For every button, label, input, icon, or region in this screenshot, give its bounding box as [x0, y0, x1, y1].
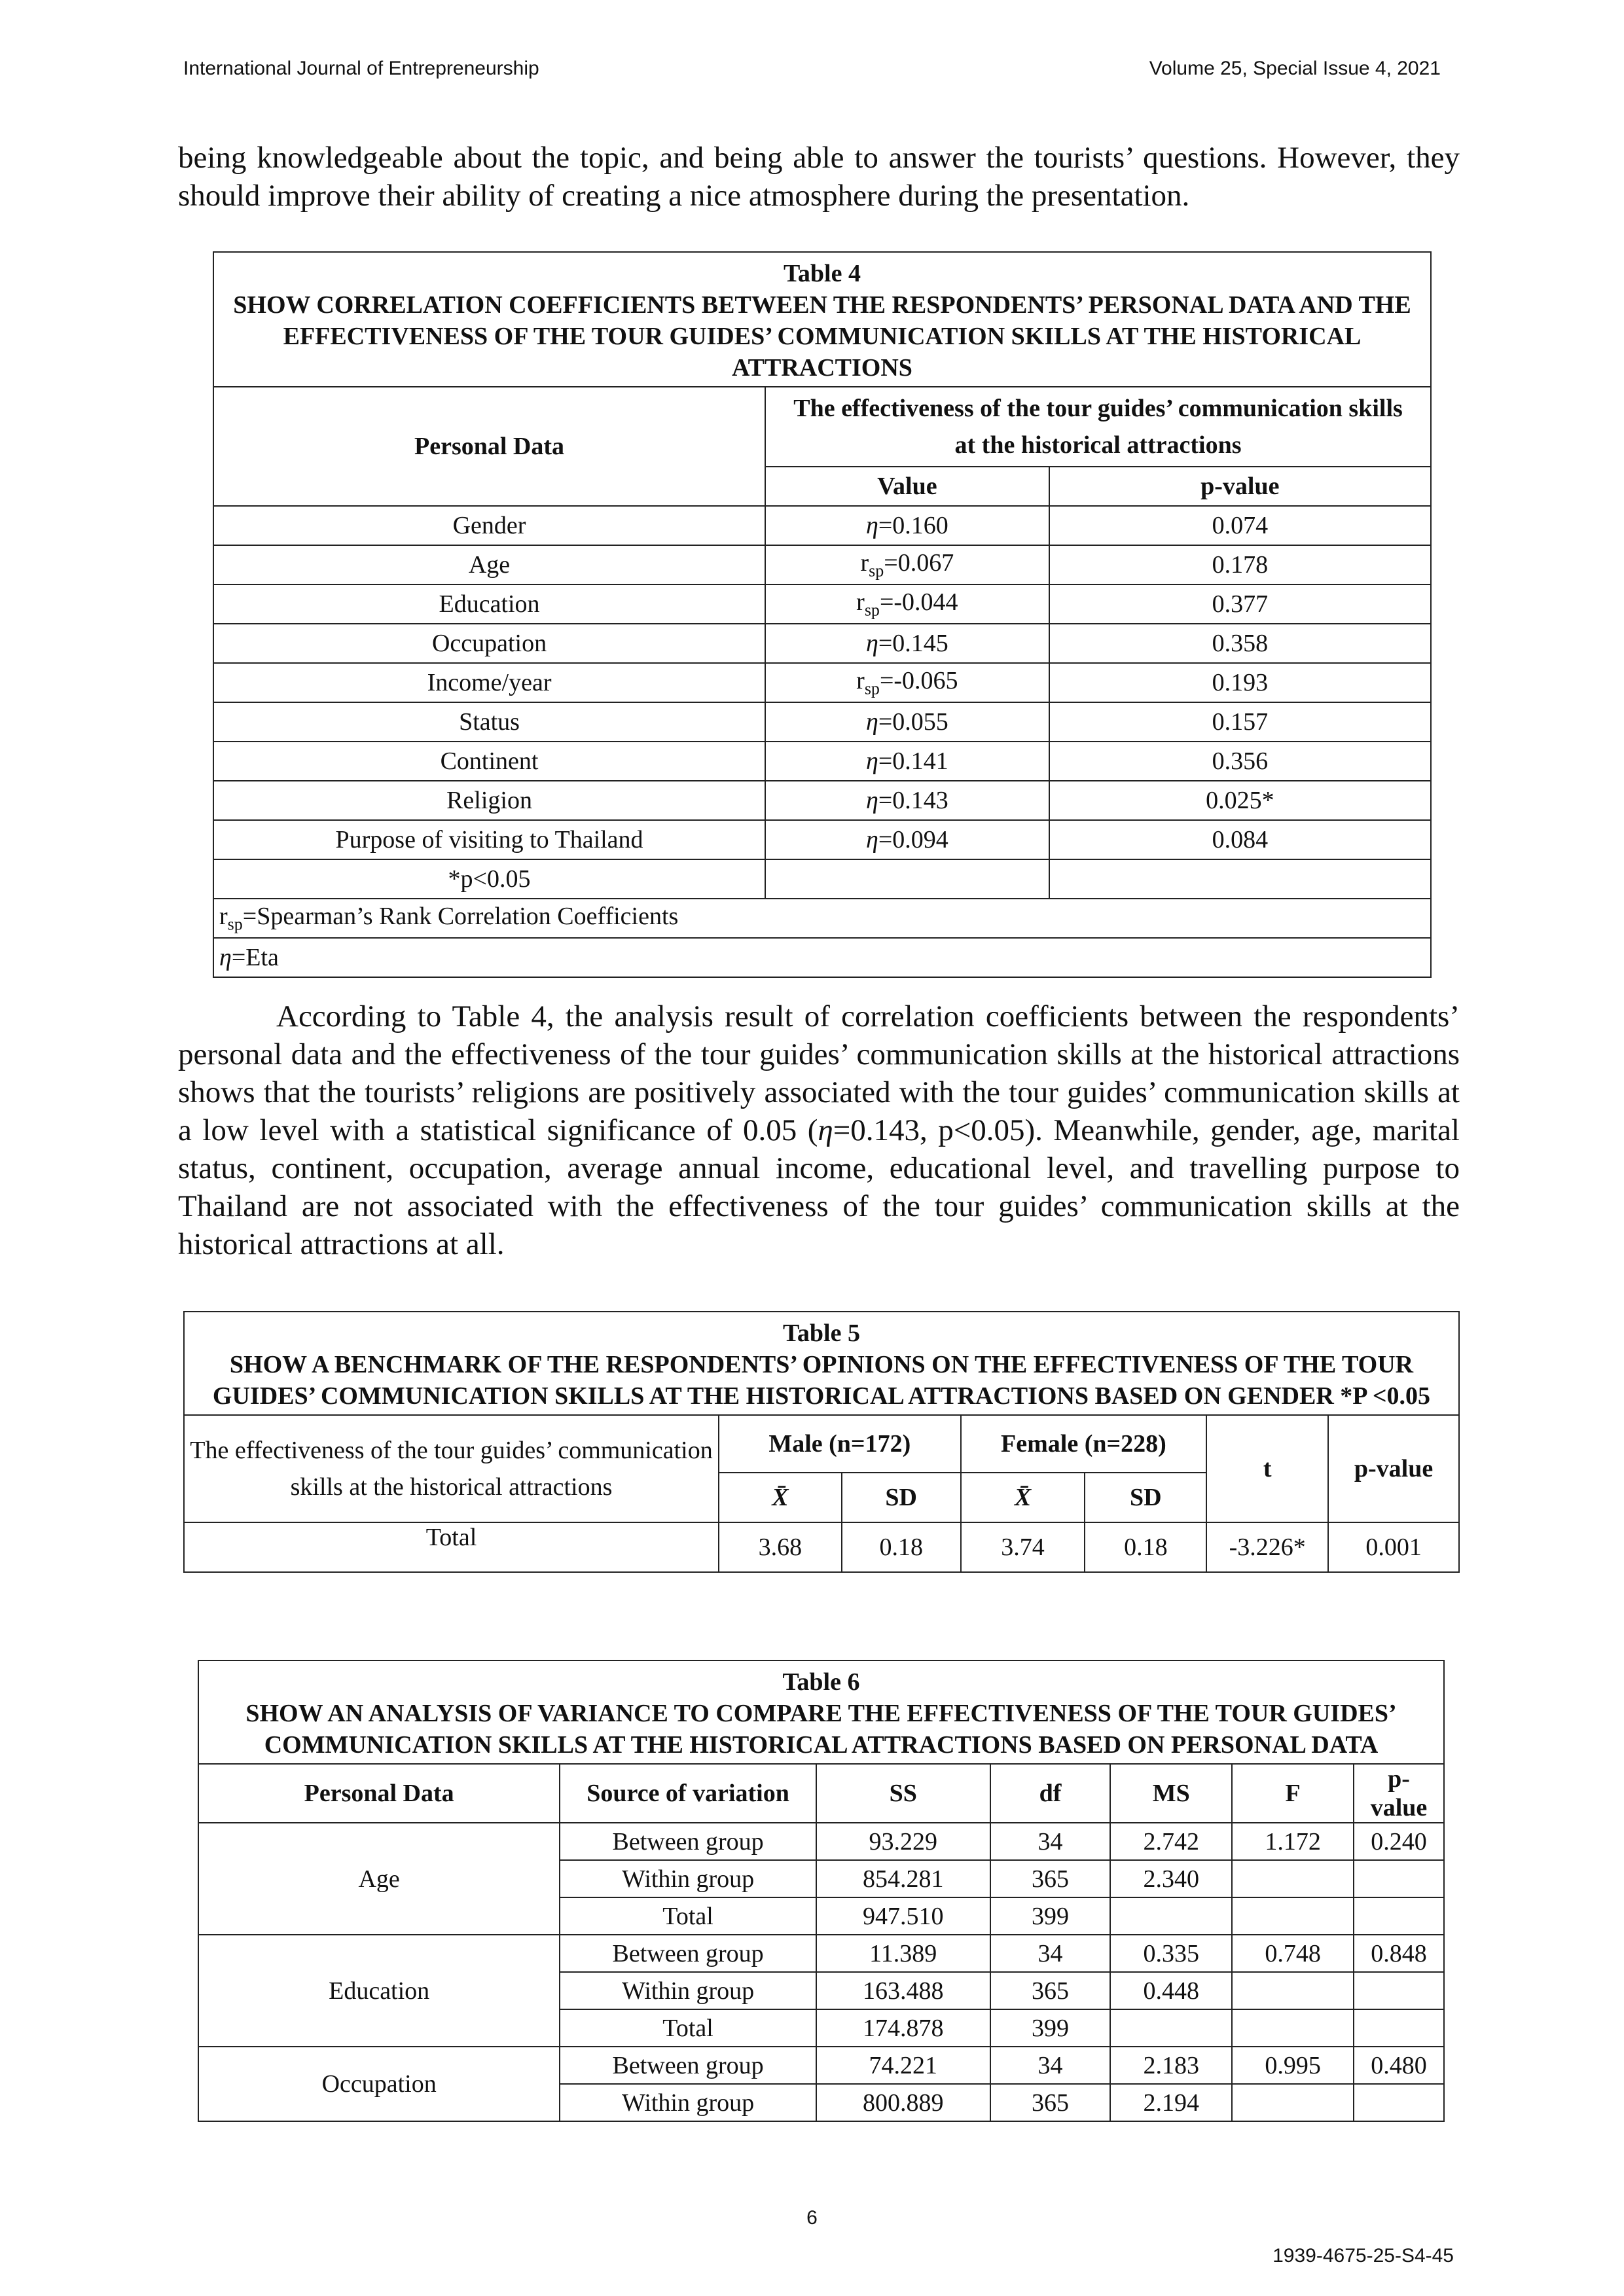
row-label: Religion [213, 781, 765, 820]
t6-group-name: Age [198, 1823, 560, 1935]
t5-female-sd-header: SD [1085, 1473, 1206, 1522]
table-row [198, 1823, 1444, 1860]
row-p-value: 0.178 [1049, 545, 1431, 584]
row-p-value: 0.084 [1049, 820, 1431, 859]
row-value: η=0.055 [765, 702, 1049, 742]
t6-cell-df: 399 [990, 1897, 1111, 1935]
issue-info: Volume 25, Special Issue 4, 2021 [1149, 58, 1441, 79]
t6-cell-ss: 854.281 [816, 1860, 990, 1897]
t6-cell-src: Between group [560, 2047, 816, 2084]
intro-paragraph [178, 139, 1460, 215]
t6-cell-ss: 11.389 [816, 1935, 990, 1972]
col-p-value: p-value [1049, 467, 1431, 506]
t6-header-cell: Source of variation [560, 1764, 816, 1823]
row-label: Occupation [213, 624, 765, 663]
table-5-label: Table 5 [783, 1319, 860, 1347]
row-p-value: 0.074 [1049, 506, 1431, 545]
t6-cell-df: 399 [990, 2009, 1111, 2047]
t5-female-mean-header: X̄ [961, 1473, 1085, 1522]
t6-cell-f [1232, 1897, 1354, 1935]
t6-cell-df: 365 [990, 1972, 1111, 2009]
table-4-caption [213, 252, 1431, 387]
table-6-label: Table 6 [782, 1668, 860, 1696]
t5-col-p: p-value [1328, 1415, 1459, 1522]
row-value: $r_{sp}=0.067$ [765, 545, 1049, 584]
t6-cell-p: 0.240 [1354, 1823, 1444, 1860]
table-row [213, 742, 1431, 781]
note-p: *p<0.05 [213, 859, 765, 899]
t6-cell-df: 34 [990, 1935, 1111, 1972]
row-p-value: 0.157 [1049, 702, 1431, 742]
table-4-title: SHOW CORRELATION COEFFICIENTS BETWEEN THE RESPONDENTS’ PERSONAL DATA AND THE EFFECTIVENESS OF THE TOUR GUIDES’ COMMUNICATION SKILLS AT THE HISTORICAL ATTRACTIONS [233, 291, 1411, 382]
t6-cell-p [1354, 1972, 1444, 2009]
table-row [213, 545, 1431, 584]
t6-cell-ms: 2.340 [1110, 1860, 1232, 1897]
table-row [213, 663, 1431, 702]
row-label: Education [213, 584, 765, 624]
t6-cell-ms [1110, 1897, 1232, 1935]
row-p-value: 0.358 [1049, 624, 1431, 663]
t6-cell-src: Within group [560, 1860, 816, 1897]
row-value: $r_{sp}=-0.044$ [765, 584, 1049, 624]
col-personal-data: Personal Data [213, 387, 765, 506]
t6-cell-src: Within group [560, 1972, 816, 2009]
t6-header-cell: Personal Data [198, 1764, 560, 1823]
t6-group-name: Education [198, 1935, 560, 2047]
journal-name: International Journal of Entrepreneurship [183, 58, 539, 79]
t6-cell-ms [1110, 2009, 1232, 2047]
t6-cell-ms: 0.448 [1110, 1972, 1232, 2009]
t6-cell-ss: 174.878 [816, 2009, 990, 2047]
note-rsp: $r_{sp}=Spearman’s$ Rank Correlation Coefficients [213, 899, 1431, 938]
row-label: Continent [213, 742, 765, 781]
table-4 [213, 251, 1432, 978]
t6-cell-ms: 2.183 [1110, 2047, 1232, 2084]
t6-cell-p: 0.848 [1354, 1935, 1444, 1972]
analysis-paragraph [178, 997, 1460, 1263]
row-value: η=0.160 [765, 506, 1049, 545]
t6-header-cell: MS [1110, 1764, 1232, 1823]
table-5-caption [184, 1312, 1459, 1415]
row-p-value: 0.377 [1049, 584, 1431, 624]
t6-cell-ms: 2.194 [1110, 2084, 1232, 2121]
t6-cell-src: Between group [560, 1823, 816, 1860]
row-value: η=0.141 [765, 742, 1049, 781]
analysis-text: According to Table 4, the analysis result of correlation coefficients between the respondents’ personal data and the effectiveness of the tour guides’ communication skills at the historical attractions shows that the tourists’ religions are positively associated with the tour guides’ communication skills at a low level with a statistical significance of 0.05 (η=0.143, p<0.05). Meanwhile, gender, age, marital status, continent, occupation, average annual income, educational level, and travelling purpose to Thailand are not associated with the effectiveness of the tour guides’ communication skills at the historical attractions at all. [178, 999, 1460, 1261]
t6-cell-ss: 93.229 [816, 1823, 990, 1860]
row-label: Status [213, 702, 765, 742]
col-effectiveness: The effectiveness of the tour guides’ communication skills at the historical attractions [765, 387, 1431, 467]
t6-cell-ss: 800.889 [816, 2084, 990, 2121]
row-value: η=0.145 [765, 624, 1049, 663]
t5-col-female: Female (n=228) [961, 1415, 1207, 1473]
t5-col-male: Male (n=172) [719, 1415, 961, 1473]
t6-cell-df: 34 [990, 2047, 1111, 2084]
row-p-value: 0.025* [1049, 781, 1431, 820]
table-row [198, 1935, 1444, 1972]
t5-col-effectiveness: The effectiveness of the tour guides’ communication skills at the historical attractions [184, 1415, 719, 1522]
t6-cell-ss: 947.510 [816, 1897, 990, 1935]
table-row [213, 781, 1431, 820]
table-6 [198, 1660, 1445, 2122]
table-row [213, 624, 1431, 663]
row-label: Purpose of visiting to Thailand [213, 820, 765, 859]
row-label: Income/year [213, 663, 765, 702]
t6-group-name: Occupation [198, 2047, 560, 2121]
table-6-caption [198, 1660, 1444, 1764]
col-value: Value [765, 467, 1049, 506]
row-value: η=0.143 [765, 781, 1049, 820]
t6-cell-f: 0.748 [1232, 1935, 1354, 1972]
t6-cell-src: Total [560, 2009, 816, 2047]
t6-cell-f [1232, 1860, 1354, 1897]
row-value: $r_{sp}=-0.065$ [765, 663, 1049, 702]
t6-cell-f: 0.995 [1232, 2047, 1354, 2084]
table-row [198, 2047, 1444, 2084]
row-p-value: 0.356 [1049, 742, 1431, 781]
t6-cell-df: 34 [990, 1823, 1111, 1860]
t6-cell-f: 1.172 [1232, 1823, 1354, 1860]
t6-cell-ms: 0.335 [1110, 1935, 1232, 1972]
table-6-title: SHOW AN ANALYSIS OF VARIANCE TO COMPARE THE EFFECTIVENESS OF THE TOUR GUIDES’ COMMUNICATION SKILLS AT THE HISTORICAL ATTRACTIONS BASED ON PERSONAL DATA [245, 1700, 1397, 1759]
row-label: Age [213, 545, 765, 584]
t5-male-mean-header: X̄ [719, 1473, 842, 1522]
t6-cell-p: 0.480 [1354, 2047, 1444, 2084]
t5-male-sd-header: SD [842, 1473, 961, 1522]
row-label: Gender [213, 506, 765, 545]
row-p-value: 0.193 [1049, 663, 1431, 702]
page-number: 6 [806, 2207, 818, 2229]
t6-cell-ss: 163.488 [816, 1972, 990, 2009]
t6-cell-df: 365 [990, 2084, 1111, 2121]
t6-cell-f [1232, 2084, 1354, 2121]
t6-cell-src: Between group [560, 1935, 816, 1972]
t6-cell-src: Total [560, 1897, 816, 1935]
table-5 [183, 1311, 1460, 1573]
t6-header-cell: df [990, 1764, 1111, 1823]
t6-cell-f [1232, 2009, 1354, 2047]
table-4-label: Table 4 [784, 260, 861, 287]
t6-cell-p [1354, 2084, 1444, 2121]
t6-cell-src: Within group [560, 2084, 816, 2121]
doc-id: 1939-4675-25-S4-45 [1272, 2245, 1454, 2267]
t6-cell-p [1354, 1860, 1444, 1897]
intro-text: being knowledgeable about the topic, and being able to answer the tourists’ questions. However, they should improve their ability of creating a nice atmosphere during the presentation. [178, 141, 1460, 213]
t6-cell-p [1354, 1897, 1444, 1935]
t6-cell-ms: 2.742 [1110, 1823, 1232, 1860]
t6-cell-ss: 74.221 [816, 2047, 990, 2084]
table-row [213, 506, 1431, 545]
row-value: η=0.094 [765, 820, 1049, 859]
note-eta: η=Eta [213, 938, 1431, 977]
table-row [213, 820, 1431, 859]
table-row [213, 702, 1431, 742]
table-5-title: SHOW A BENCHMARK OF THE RESPONDENTS’ OPINIONS ON THE EFFECTIVENESS OF THE TOUR GUIDES’ COMMUNICATION SKILLS AT THE HISTORICAL ATTRACTIONS BASED ON GENDER *P <0.05 [212, 1351, 1431, 1410]
t5-row-total: Total 3.68 0.18 3.74 0.18 -3.226* 0.001 [184, 1522, 1459, 1572]
table-row [213, 584, 1431, 624]
t6-header-cell: SS [816, 1764, 990, 1823]
t6-header-cell: F [1232, 1764, 1354, 1823]
t6-header-cell: p-value [1354, 1764, 1444, 1823]
t5-col-t: t [1206, 1415, 1328, 1522]
t6-cell-p [1354, 2009, 1444, 2047]
t6-cell-f [1232, 1972, 1354, 2009]
t6-cell-df: 365 [990, 1860, 1111, 1897]
